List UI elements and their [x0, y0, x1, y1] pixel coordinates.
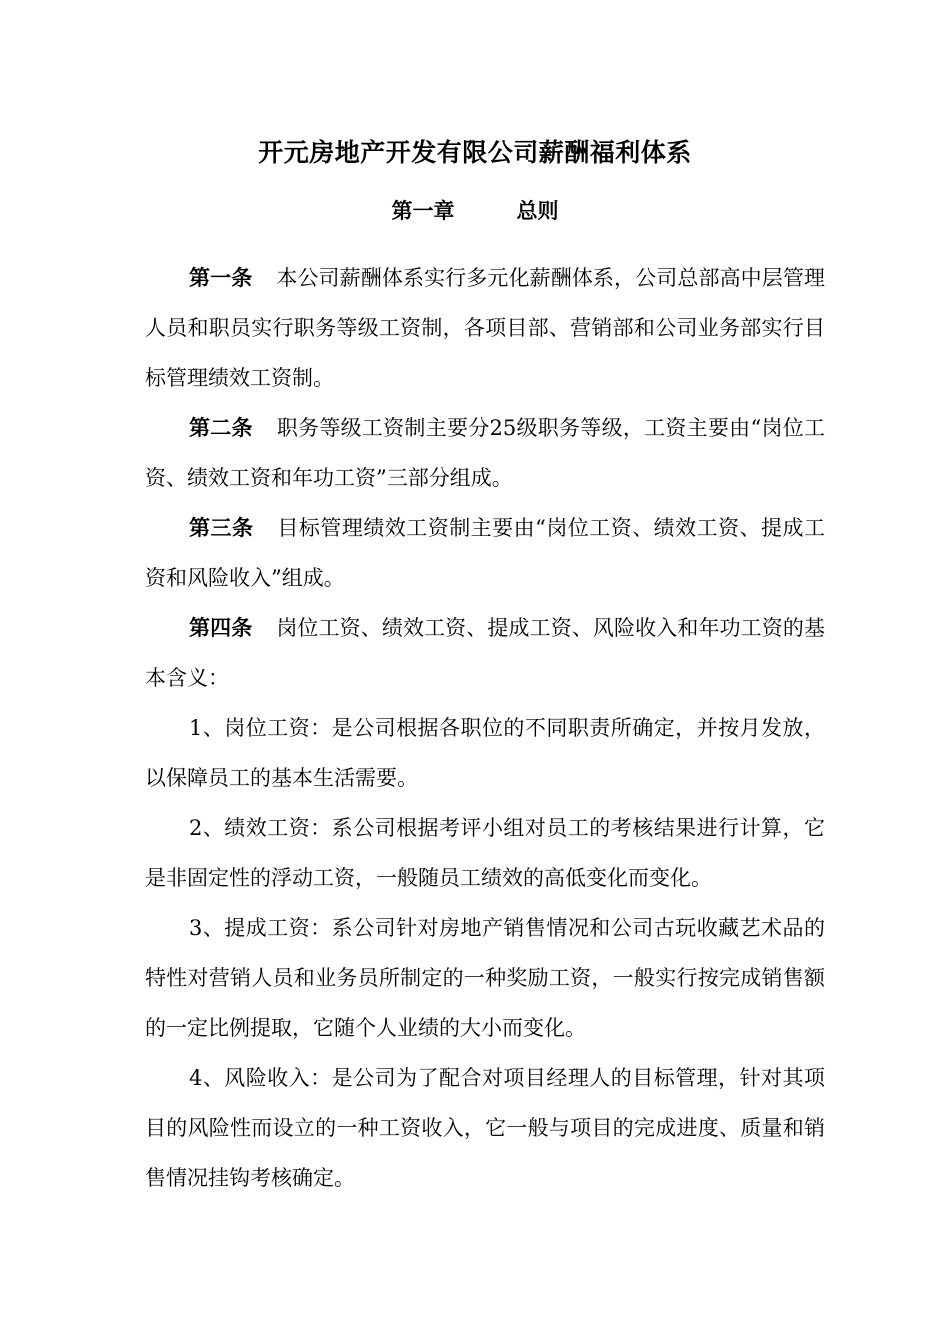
document-body — [145, 253, 825, 1203]
article-label: 第一条 — [189, 266, 253, 290]
article-label: 第二条 — [189, 416, 253, 440]
article-label: 第三条 — [189, 516, 254, 540]
document-title: 开元房地产开发有限公司薪酬福利体系 — [258, 138, 692, 167]
list-item-1: 1、岗位工资：是公司根据各职位的不同职责所确定，并按月发放，以保障员工的基本生活需要。 — [145, 716, 825, 790]
article-1 — [145, 253, 825, 403]
article-text: 目标管理绩效工资制主要由“岗位工资、绩效工资、提成工资和风险收入”组成。 — [145, 516, 825, 590]
article-2 — [145, 403, 825, 503]
article-text: 岗位工资、绩效工资、提成工资、风险收入和年功工资的基本含义： — [145, 616, 826, 690]
chapter-number: 第一章 — [391, 199, 455, 223]
list-item-4: 4、风险收入：是公司为了配合对项目经理人的目标管理，针对其项目的风险性而设立的一种工资收入，它一般与项目的完成进度、质量和销售情况挂钩考核确定。 — [145, 1066, 825, 1190]
article-label: 第四条 — [189, 616, 253, 640]
list-item-3: 3、提成工资：系公司针对房地产销售情况和公司古玩收藏艺术品的特性对营销人员和业务员所制定的一种奖励工资，一般实行按完成销售额的一定比例提取，它随个人业绩的大小而变化。 — [145, 916, 825, 1040]
chapter-name: 总则 — [516, 199, 559, 223]
list-item-2: 2、绩效工资：系公司根据考评小组对员工的考核结果进行计算，它是非固定性的浮动工资，一般随员工绩效的高低变化而变化。 — [145, 816, 825, 890]
article-3 — [145, 503, 825, 603]
chapter-heading — [0, 193, 950, 229]
article-4 — [145, 603, 825, 703]
article-text: 本公司薪酬体系实行多元化薪酬体系，公司总部高中层管理人员和职员实行职务等级工资制，各项目部、营销部和公司业务部实行目标管理绩效工资制。 — [145, 266, 826, 390]
article-text: 职务等级工资制主要分25级职务等级，工资主要由“岗位工资、绩效工资和年功工资”三部分组成。 — [145, 416, 825, 490]
